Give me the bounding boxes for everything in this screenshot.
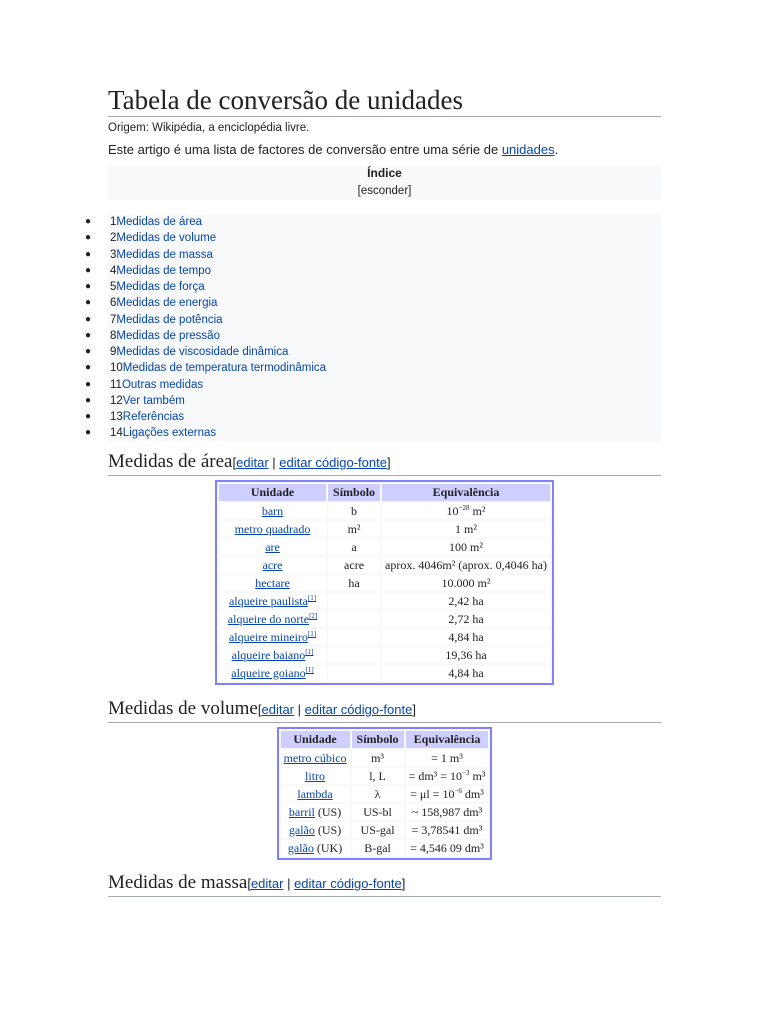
toc-item[interactable] — [85, 312, 326, 328]
unit-region: (US) — [314, 822, 342, 837]
table-row — [281, 822, 489, 838]
cell-equivalence — [382, 575, 550, 591]
table-row — [219, 557, 550, 573]
unit-link[interactable]: alqueire do norte — [227, 611, 310, 626]
cell-equivalence — [382, 557, 550, 573]
toc-item[interactable] — [85, 377, 326, 393]
edit-separator: | — [268, 455, 280, 470]
equivalence-value: 10.000 m² — [441, 575, 491, 590]
unit-link[interactable]: metro quadrado — [234, 521, 311, 536]
cell-equivalence — [406, 786, 489, 802]
equivalence-value: 4,84 ha — [448, 665, 484, 680]
unit-link[interactable]: alqueire baiano — [231, 647, 306, 662]
toc-item-number: 6 — [110, 297, 117, 310]
toc-item-link[interactable]: Medidas de pressão — [116, 329, 220, 342]
cell-equivalence — [382, 611, 550, 627]
toc-item[interactable] — [85, 393, 326, 409]
cell-symbol: b — [328, 503, 380, 519]
toc-item-number: 9 — [110, 346, 117, 358]
unit-link[interactable]: alqueire mineiro — [228, 629, 308, 644]
bullet-icon: ● — [85, 329, 92, 341]
toc-item-link[interactable]: Medidas de energia — [116, 297, 218, 310]
toc-item-number: 13 — [110, 411, 123, 423]
col-header-unit: Unidade — [219, 484, 326, 501]
edit-separator: | — [283, 876, 295, 891]
toc-item-link[interactable]: Medidas de temperatura termodinâmica — [122, 362, 327, 375]
unit-link[interactable]: galão — [288, 822, 315, 837]
unit-region: (UK) — [313, 840, 343, 855]
cell-symbol: B-gal — [352, 840, 404, 856]
equivalence-value: 10 — [446, 503, 459, 518]
toc-header — [108, 166, 661, 200]
reference-link[interactable]: [1] — [305, 665, 314, 674]
equivalence-unit: m² — [469, 503, 486, 518]
cell-symbol: ha — [328, 575, 380, 591]
table-row — [219, 503, 550, 519]
table-row — [281, 786, 489, 802]
edit-source-link-area[interactable]: editar código-fonte — [279, 455, 387, 470]
section-heading-mass — [108, 872, 661, 897]
unit-link[interactable]: lambda — [297, 786, 333, 801]
cell-symbol: λ — [352, 786, 404, 802]
toc-items — [85, 214, 327, 442]
toc-item-link[interactable]: Medidas de potência — [116, 313, 223, 326]
toc-item[interactable] — [85, 344, 326, 360]
bullet-icon: ● — [85, 313, 92, 325]
cell-equivalence — [382, 539, 550, 555]
toc-item[interactable] — [85, 247, 326, 263]
table-row — [219, 539, 550, 555]
cell-equivalence — [406, 822, 489, 838]
table-row — [219, 521, 550, 537]
toc-item-number: 1 — [110, 216, 117, 228]
toc-list — [85, 214, 661, 441]
edit-separator: | — [294, 702, 305, 717]
cell-unit — [281, 840, 350, 856]
cell-symbol: acre — [328, 557, 380, 573]
cell-equivalence — [382, 629, 550, 645]
cell-equivalence — [382, 665, 550, 681]
toc-item-link[interactable]: Medidas de viscosidade dinâmica — [116, 346, 289, 358]
toc-item-number: 14 — [110, 427, 123, 440]
cell-unit — [281, 786, 350, 802]
cell-symbol — [328, 665, 380, 681]
equivalence-value: = 1 m³ — [431, 750, 463, 765]
toc-item[interactable] — [85, 360, 327, 376]
exponent: −6 — [454, 786, 462, 795]
table-row — [219, 665, 550, 681]
cell-symbol — [328, 593, 380, 609]
col-header-symbol: Símbolo — [328, 484, 380, 501]
unit-link[interactable]: are — [265, 539, 280, 554]
cell-symbol — [328, 629, 380, 645]
edit-links-mass — [247, 876, 405, 891]
edit-link-area[interactable]: editar — [236, 455, 269, 470]
toc-item[interactable] — [85, 425, 326, 441]
toc-item-number: 3 — [110, 248, 117, 261]
toc-item[interactable] — [85, 263, 326, 279]
toc-item-link[interactable]: Medidas de força — [116, 281, 205, 293]
table-row — [219, 593, 550, 609]
equivalence-value: = μl = 10 — [410, 786, 455, 801]
reference-link[interactable]: [1] — [307, 629, 317, 638]
section-heading-area — [108, 451, 661, 476]
bullet-icon: ● — [85, 427, 92, 439]
toc-item[interactable] — [85, 230, 326, 246]
bullet-icon: ● — [85, 281, 92, 292]
cell-symbol: m² — [328, 521, 380, 537]
toc-item-link[interactable]: Medidas de volume — [116, 232, 217, 245]
intro-end: . — [554, 142, 559, 157]
toc-item-number: 10 — [110, 362, 123, 375]
section-title-area: Medidas de área — [108, 451, 233, 472]
toc-item-link[interactable]: Ver também — [122, 394, 185, 407]
toc-toggle[interactable]: [esconder] — [357, 185, 412, 197]
unit-link[interactable]: acre — [262, 557, 283, 572]
bullet-icon: ● — [85, 297, 92, 309]
equivalence-value: = 3,78541 dm³ — [411, 822, 483, 837]
edit-links-area — [233, 455, 391, 470]
cell-symbol: a — [328, 539, 380, 555]
cell-equivalence — [382, 647, 550, 663]
equivalence-value: 4,84 ha — [448, 629, 484, 644]
equivalence-value: = 4,546 09 dm³ — [410, 840, 484, 855]
edit-bracket-close: ] — [386, 455, 391, 470]
area-table-wrapper — [108, 480, 661, 685]
cell-symbol — [328, 647, 380, 663]
unit-link[interactable]: alqueire paulista — [228, 593, 308, 608]
cell-unit — [219, 503, 326, 519]
unit-link[interactable]: alqueire goiano — [231, 665, 306, 680]
cell-unit — [219, 521, 326, 537]
bullet-icon: ● — [85, 264, 92, 276]
col-header-unit: Unidade — [281, 731, 350, 748]
toc-item-number: 12 — [110, 394, 123, 407]
page-title: Tabela de conversão de unidades — [108, 84, 661, 117]
cell-unit — [219, 611, 326, 627]
table-row — [219, 647, 550, 663]
equivalence-unit: m³ — [469, 768, 486, 783]
table-row — [281, 750, 489, 766]
cell-equivalence — [382, 521, 550, 537]
site-subtitle: Origem: Wikipédia, a enciclopédia livre. — [108, 122, 310, 134]
unit-link[interactable]: barn — [261, 503, 284, 518]
equivalence-unit: dm³ — [461, 786, 484, 801]
unit-link[interactable]: barril — [288, 804, 315, 819]
toc-item-number: 8 — [110, 329, 117, 342]
cell-equivalence — [382, 593, 550, 609]
intro-paragraph — [108, 142, 661, 158]
cell-unit — [219, 629, 326, 645]
cell-symbol — [328, 611, 380, 627]
cell-unit — [281, 750, 350, 766]
cell-unit — [281, 822, 350, 838]
col-header-equivalence: Equivalência — [406, 731, 489, 748]
equivalence-value: 2,42 ha — [448, 593, 484, 608]
unit-link[interactable]: metro cúbico — [283, 750, 347, 765]
unit-region: (US) — [314, 804, 342, 819]
table-header-row — [281, 731, 489, 748]
section-title-mass: Medidas de massa — [108, 872, 248, 893]
cell-unit — [219, 539, 326, 555]
toc-item-link[interactable]: Referências — [122, 411, 185, 423]
exponent: −28 — [458, 503, 470, 512]
edit-bracket-open: [ — [247, 876, 251, 891]
cell-symbol: US-gal — [352, 822, 404, 838]
bullet-icon: ● — [85, 216, 92, 227]
toc-item[interactable] — [85, 214, 326, 230]
edit-bracket-close: ] — [401, 876, 406, 891]
bullet-icon: ● — [85, 378, 92, 390]
article — [85, 84, 661, 897]
equivalence-value: 19,36 ha — [445, 647, 487, 662]
col-header-equivalence: Equivalência — [382, 484, 550, 501]
edit-links-volume — [258, 702, 416, 717]
toc-item[interactable] — [85, 409, 326, 425]
equivalence-value: 100 m² — [449, 539, 483, 554]
cell-equivalence — [406, 840, 489, 856]
equivalence-value: 1 m² — [455, 521, 477, 536]
cell-unit — [219, 575, 326, 591]
bullet-icon: ● — [85, 411, 92, 422]
cell-unit — [219, 593, 326, 609]
toc-item[interactable] — [85, 279, 326, 295]
table-header-row — [219, 484, 550, 501]
area-table — [215, 480, 554, 685]
edit-link-volume[interactable]: editar — [261, 702, 295, 717]
unit-link[interactable]: hectare — [255, 575, 290, 590]
table-row — [219, 575, 550, 591]
cell-unit — [281, 768, 350, 784]
cell-equivalence — [406, 768, 489, 784]
edit-source-link-volume[interactable]: editar código-fonte — [304, 702, 413, 717]
bullet-icon: ● — [85, 248, 92, 260]
cell-unit — [219, 557, 326, 573]
bullet-icon: ● — [85, 232, 92, 244]
reference-link[interactable]: [1] — [305, 647, 314, 656]
toc-item-link[interactable]: Medidas de tempo — [116, 264, 212, 277]
toc-item-link[interactable]: Medidas de massa — [116, 248, 213, 261]
equivalence-value: 2,72 ha — [448, 611, 484, 626]
table-row — [219, 629, 550, 645]
toc-item-link[interactable]: Ligações externas — [122, 427, 217, 440]
table-row — [281, 804, 489, 820]
toc-title: Índice — [367, 166, 402, 180]
bullet-icon: ● — [85, 394, 92, 406]
toc-item-number: 2 — [110, 232, 117, 245]
toc-item-link[interactable]: Medidas de área — [116, 216, 203, 228]
cell-symbol: US-bl — [352, 804, 404, 820]
table-row — [219, 611, 550, 627]
volume-table — [277, 727, 493, 860]
cell-equivalence — [382, 503, 550, 519]
toc-item[interactable] — [85, 328, 326, 344]
toc-item-number: 4 — [110, 264, 117, 277]
table-row — [281, 768, 489, 784]
bullet-icon: ● — [85, 346, 92, 357]
cell-unit — [281, 804, 350, 820]
edit-link-mass[interactable]: editar — [250, 876, 284, 891]
edit-bracket-close: ] — [412, 702, 416, 717]
equivalence-value: = dm³ = 10 — [408, 768, 463, 783]
toc-item-number: 11 — [110, 378, 122, 391]
cell-equivalence — [406, 804, 489, 820]
toc-item[interactable] — [85, 295, 326, 311]
toc-item-number: 5 — [110, 281, 117, 293]
equivalence-value: aprox. 4046m² (aprox. 0,4046 ha) — [385, 557, 547, 572]
edit-bracket-open: [ — [257, 702, 262, 717]
section-title-volume: Medidas de volume — [108, 698, 258, 719]
table-row — [281, 840, 489, 856]
cell-symbol: m³ — [352, 750, 404, 766]
volume-table-wrapper — [108, 727, 661, 860]
link-unidades[interactable]: unidades — [501, 142, 555, 157]
reference-link[interactable]: [1] — [307, 593, 317, 602]
cell-unit — [219, 647, 326, 663]
bullet-icon: ● — [85, 362, 92, 374]
toc-item-number: 7 — [110, 313, 117, 326]
toc-item-link[interactable]: Outras medidas — [121, 378, 204, 391]
exponent: −3 — [462, 768, 470, 777]
col-header-symbol: Símbolo — [352, 731, 404, 748]
intro-text: Este artigo é uma lista de factores de conversão entre uma série de — [108, 142, 502, 157]
edit-bracket-open: [ — [232, 455, 237, 470]
reference-link[interactable]: [2] — [309, 611, 318, 620]
cell-equivalence — [406, 750, 489, 766]
cell-symbol: l, L — [352, 768, 404, 784]
unit-link[interactable]: litro — [305, 768, 326, 783]
cell-unit — [219, 665, 326, 681]
equivalence-value: ~ 158,987 dm³ — [411, 804, 483, 819]
section-heading-volume — [108, 698, 661, 723]
edit-source-link-mass[interactable]: editar código-fonte — [294, 876, 402, 891]
unit-link[interactable]: galão — [287, 840, 314, 855]
